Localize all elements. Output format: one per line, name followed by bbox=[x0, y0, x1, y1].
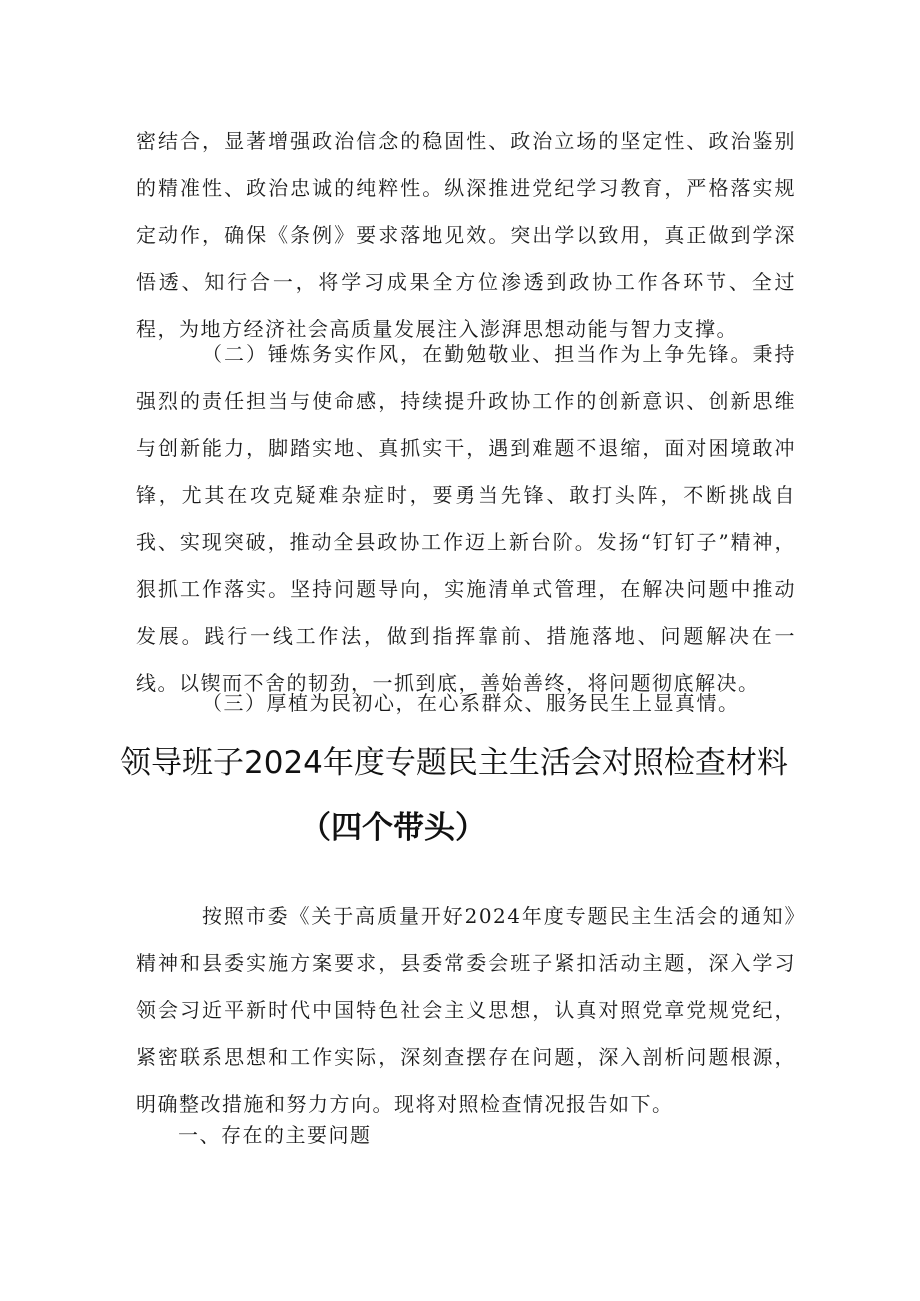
paragraph-two: （二）锤炼务实作风，在勤勉敬业、担当作为上争先锋。秉持强烈的责任担当与使命感，持续提升政协工作的创新意识、创新思维与创新能力，脚踏实地、真抓实干，遇到难题不退缩，面对困境敢冲锋，尤其在攻克疑难杂症时，要勇当先锋、敢打头阵，不断挑战自我、实现突破，推动全县政协工作迈上新台阶。发扬“钉钉子”精神，狠抓工作落实。坚持问题导向，实施清单式管理，在解决问题中推动发展。践行一线工作法，做到指挥靠前、措施落地、问题解决在一线。以锲而不舍的韧劲，一抓到底，善始善终，将问题彻底解决。 bbox=[136, 342, 796, 695]
document-title: 领导班子2024年度专题民主生活会对照检查材料 bbox=[120, 745, 788, 781]
paragraph-three: （三）厚植为民初心，在心系群众、服务民生上显真情。 bbox=[202, 691, 740, 715]
paragraph-continued: 密结合，显著增强政治信念的稳固性、政治立场的坚定性、政治鉴别的精准性、政治忠诚的纯粹性。纵深推进党纪学习教育，严格落实规定动作，确保《条例》要求落地见效。突出学以致用，真正做到学深悟透、知行合一，将学习成果全方位渗透到政协工作各环节、全过程，为地方经济社会高质量发展注入澎湃思想动能与智力支撑。 bbox=[136, 129, 796, 341]
paragraph-intro: 按照市委《关于高质量开好2024年度专题民主生活会的通知》精神和县委实施方案要求，县委常委会班子紧扣活动主题，深入学习领会习近平新时代中国特色社会主义思想，认真对照党章党规党纪，紧密联系思想和工作实际，深刻查摆存在问题，深入剖析问题根源，明确整改措施和努力方向。现将对照检查情况报告如下。 bbox=[136, 904, 796, 1116]
document-subtitle: （四个带头） bbox=[300, 810, 486, 846]
section-heading-one: 一、存在的主要问题 bbox=[178, 1123, 372, 1147]
